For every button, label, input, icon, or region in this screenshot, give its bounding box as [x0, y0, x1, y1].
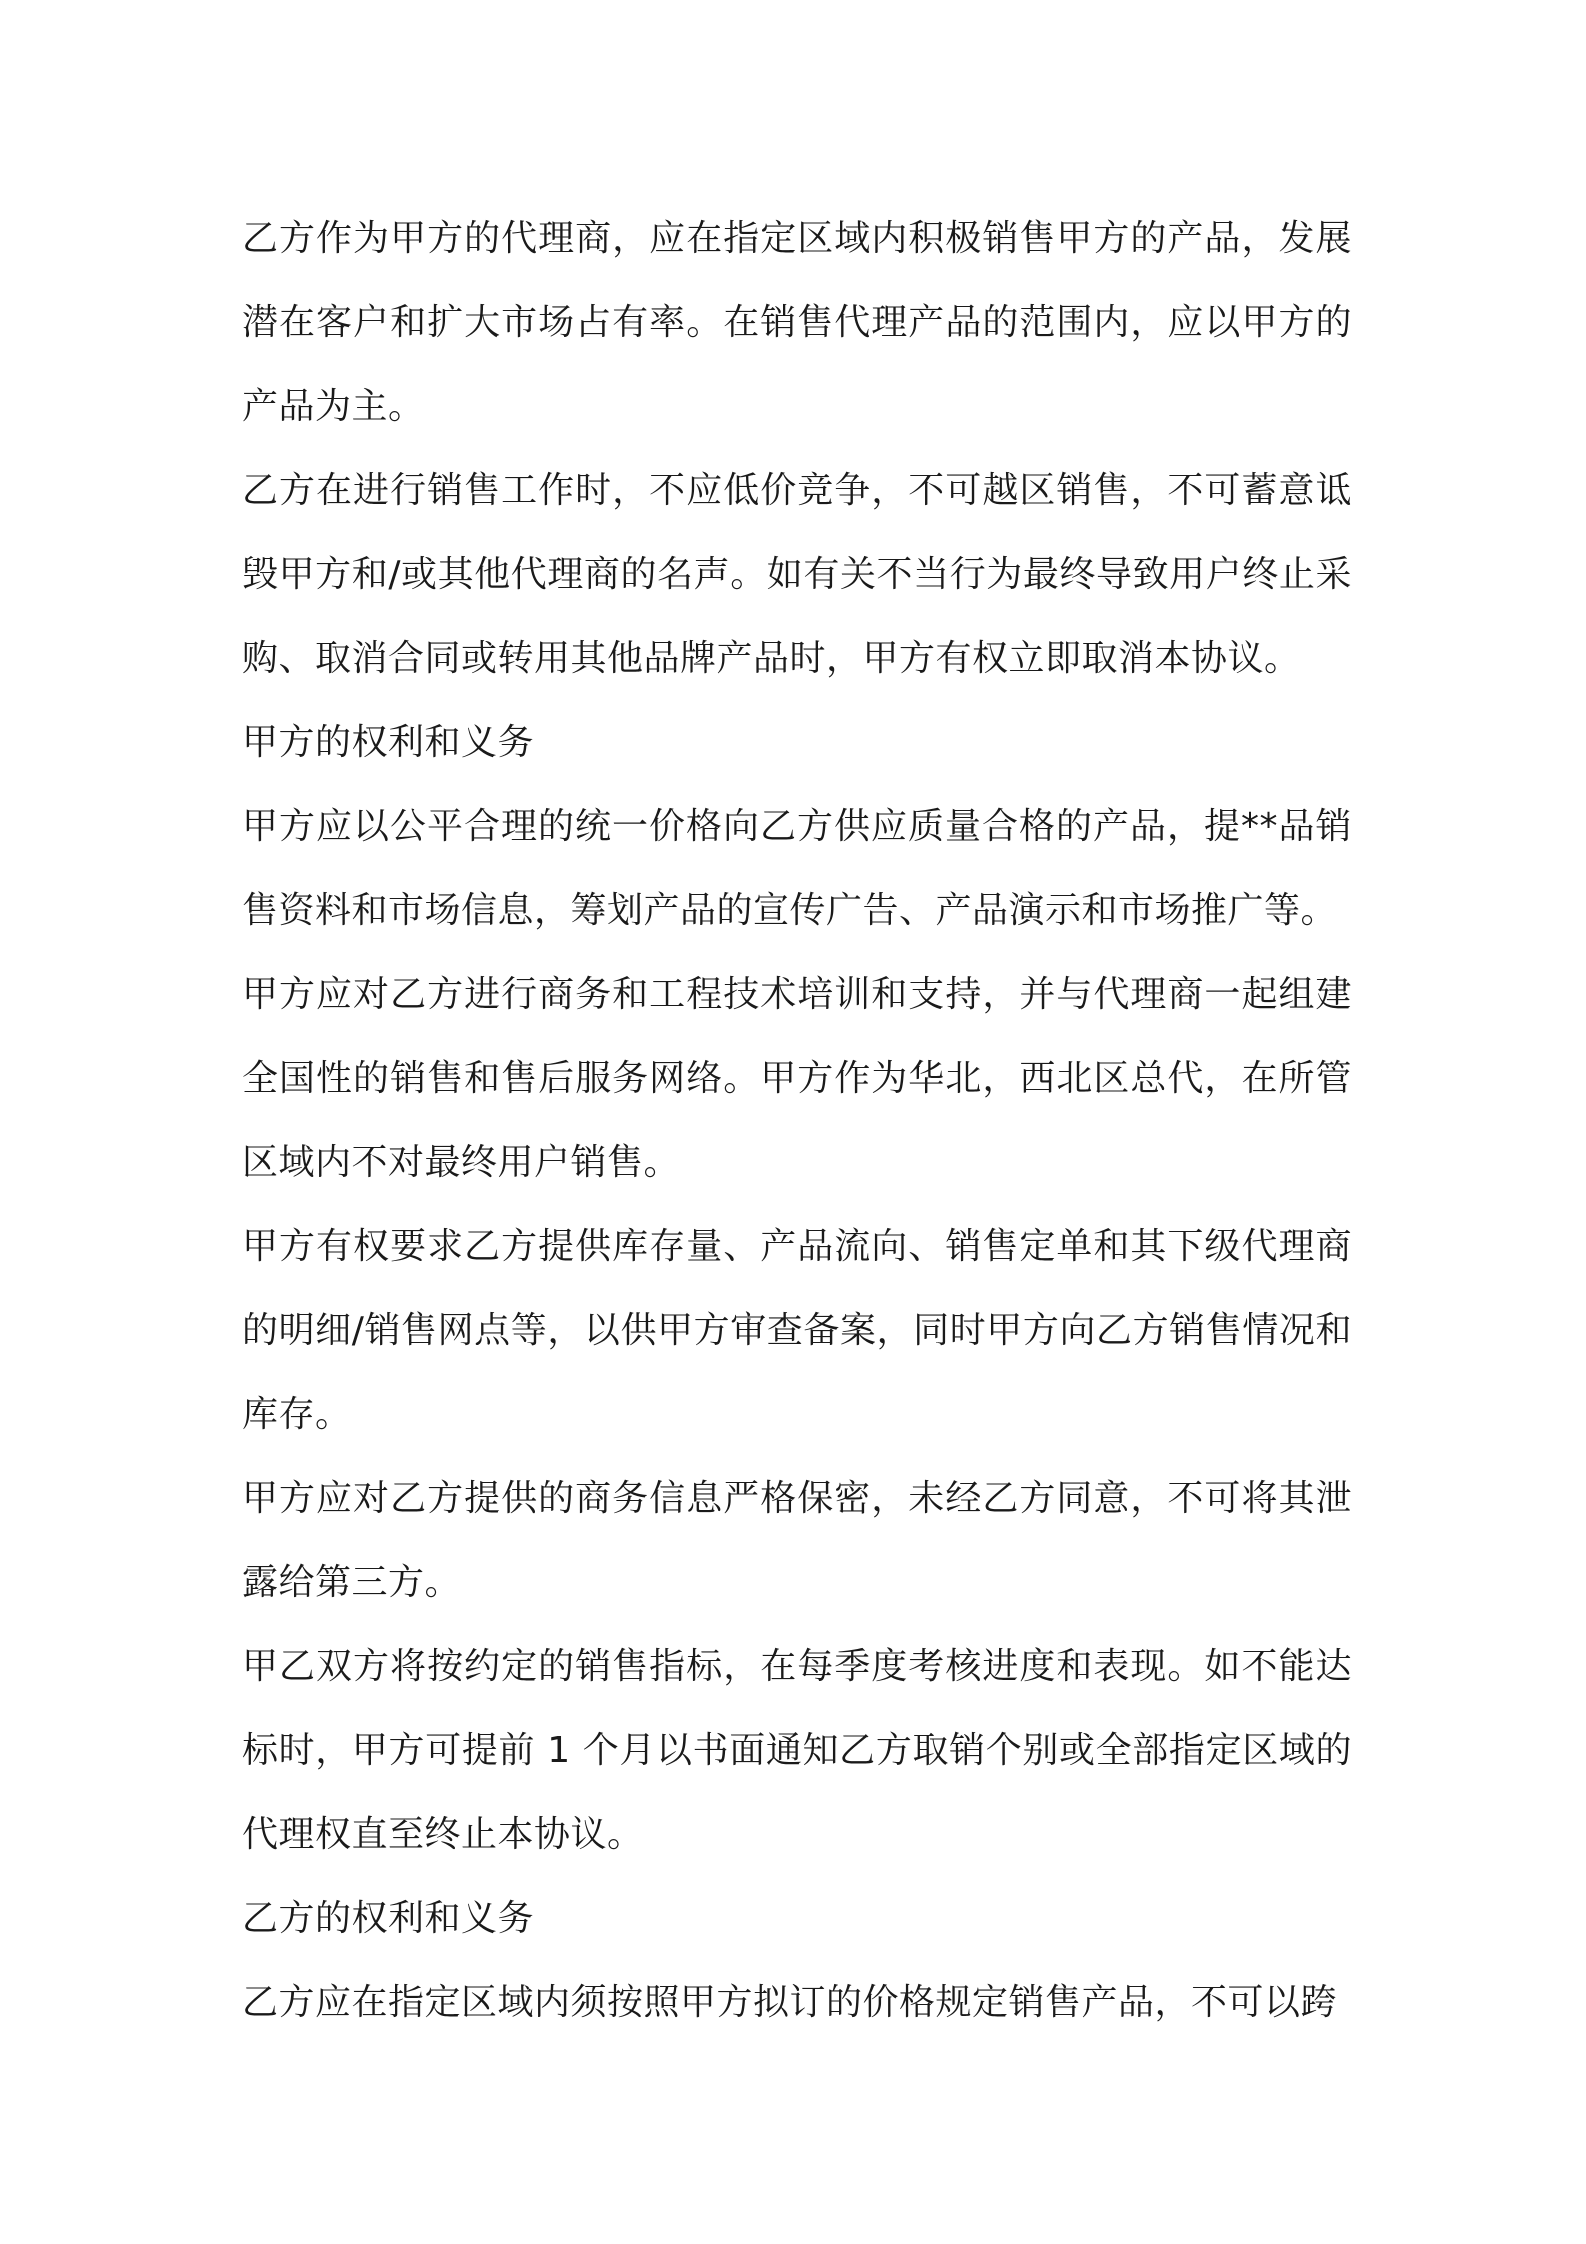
paragraph-sales-targets: 甲乙双方将按约定的销售指标，在每季度考核进度和表现。如不能达标时，甲方可提前 1 个月以书面通知乙方取销个别或全部指定区域的代理权直至终止本协议。 — [242, 1646, 1352, 1855]
paragraph-party-a-confidentiality: 甲方应对乙方提供的商务信息严格保密，未经乙方同意，不可将其泄露给第三方。 — [242, 1478, 1352, 1603]
section-heading-party-b: 乙方的权利和义务 — [242, 1898, 535, 1939]
document-body — [242, 197, 1352, 2045]
paragraph-party-b-pricing: 乙方应在指定区域内须按照甲方拟订的价格规定销售产品，不可以跨 — [242, 1982, 1338, 2023]
paragraph-party-a-supply: 甲方应以公平合理的统一价格向乙方供应质量合格的产品，提**品销售资料和市场信息，筹划产品的宣传广告、产品演示和市场推广等。 — [242, 806, 1352, 931]
paragraph-agent-duties: 乙方作为甲方的代理商，应在指定区域内积极销售甲方的产品，发展潜在客户和扩大市场占有率。在销售代理产品的范围内，应以甲方的产品为主。 — [242, 218, 1352, 427]
paragraph-sales-conduct: 乙方在进行销售工作时，不应低价竞争，不可越区销售，不可蓄意诋毁甲方和/或其他代理商的名声。如有关不当行为最终导致用户终止采购、取消合同或转用其他品牌产品时，甲方有权立即取消本协议。 — [242, 470, 1352, 679]
paragraph-party-a-training: 甲方应对乙方进行商务和工程技术培训和支持，并与代理商一起组建全国性的销售和售后服务网络。甲方作为华北，西北区总代，在所管区域内不对最终用户销售。 — [242, 974, 1352, 1183]
paragraph-party-a-inventory: 甲方有权要求乙方提供库存量、产品流向、销售定单和其下级代理商的明细/销售网点等，以供甲方审查备案，同时甲方向乙方销售情况和库存。 — [242, 1226, 1352, 1435]
section-heading-party-a: 甲方的权利和义务 — [242, 722, 535, 763]
